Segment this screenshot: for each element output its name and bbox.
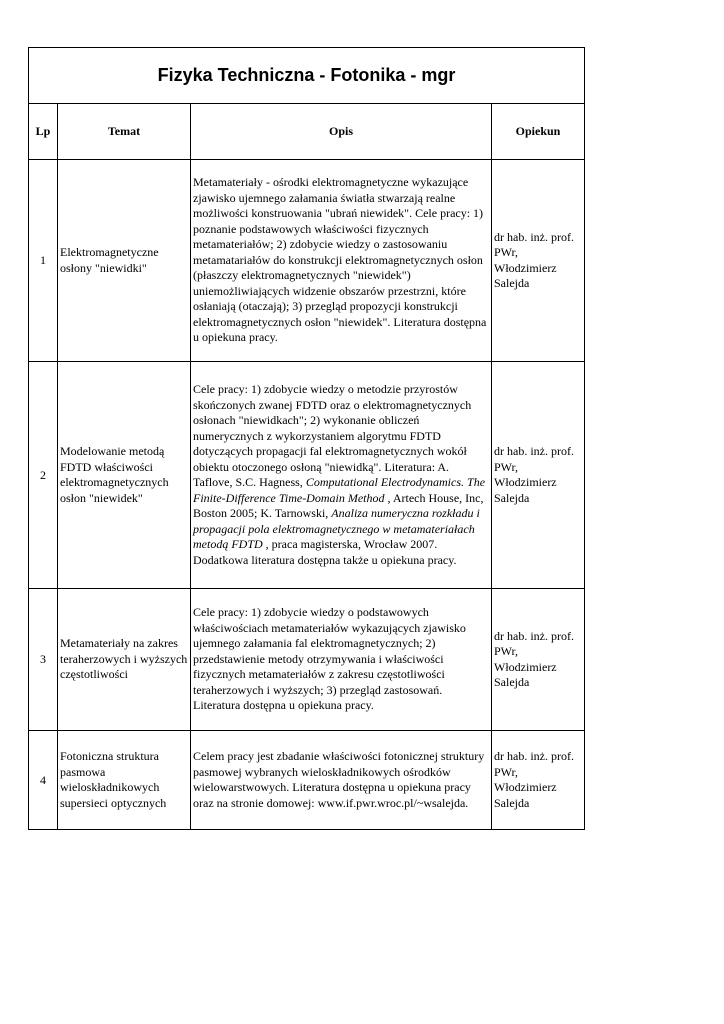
description-cell	[191, 362, 492, 589]
table-row	[29, 160, 585, 362]
topic-cell: Fotoniczna struktura pasmowa wieloskładnikowych supersieci optycznych	[58, 731, 191, 830]
supervisor-cell: dr hab. inż. prof. PWr, Włodzimierz Salejda	[492, 589, 585, 731]
description-thesis-title: Analiza numeryczna rozkładu i propagacji pola elektromagnetycznego w metamateriałach metodą FDTD	[193, 506, 480, 551]
row-number: 1	[29, 160, 58, 362]
description-cell: Cele pracy: 1) zdobycie wiedzy o podstawowych właściwościach metamateriałów wykazujących zjawisko ujemnego załamania fal elektromagnetycznych; 2) przedstawienie metody otrzymywania i właściwości fizycznych metamateriałów z zakresu częstotliwości teraherzowych i wyższych; 3) przegląd zastosowań. Literatura dostępna u opiekuna pracy.	[191, 589, 492, 731]
topics-table	[28, 47, 585, 830]
topic-cell: Modelowanie metodą FDTD właściwości elektromagnetycznych osłon "niewidek"	[58, 362, 191, 589]
description-cell: Celem pracy jest zbadanie właściwości fotonicznej struktury pasmowej wybranych wieloskładnikowych ośrodków wielowarstwowych. Literatura dostępna u opiekuna pracy oraz na stronie domowej: www.if.pwr.wroc.pl/~wsalejda.	[191, 731, 492, 830]
table-row	[29, 589, 585, 731]
supervisor-cell: dr hab. inż. prof. PWr, Włodzimierz Salejda	[492, 362, 585, 589]
row-number: 3	[29, 589, 58, 731]
row-number: 2	[29, 362, 58, 589]
sheet-title: Fizyka Techniczna - Fotonika - mgr	[29, 48, 585, 104]
topics-sheet	[28, 47, 584, 830]
description-text: , praca magisterska, Wrocław 2007. Dodatkowa literatura dostępna także u opiekuna pracy.	[193, 537, 457, 567]
table-row	[29, 731, 585, 830]
row-number: 4	[29, 731, 58, 830]
column-header-opis: Opis	[191, 104, 492, 160]
column-header-opiekun: Opiekun	[492, 104, 585, 160]
topic-cell: Metamateriały na zakres teraherzowych i wyższych częstotliwości	[58, 589, 191, 731]
supervisor-cell: dr hab. inż. prof. PWr, Włodzimierz Salejda	[492, 160, 585, 362]
description-book-title: Computational Electrodynamics. The Finite-Difference Time-Domain Method	[193, 475, 486, 505]
description-text: Cele pracy: 1) zdobycie wiedzy o metodzie przyrostów skończonych zwanej FDTD oraz o elektromagnetycznych osłonach "niewidkach"; 2) wykonanie obliczeń numerycznych z wykorzystaniem algorytmu FDTD dotyczących propagacji fal elektromagnetycznych wokół obiektu otoczonego osłoną "niewidką". Literatura: A. Taflove, S.C. Hagness,	[193, 382, 472, 489]
column-header-lp: Lp	[29, 104, 58, 160]
column-header-temat: Temat	[58, 104, 191, 160]
topic-cell: Elektromagnetyczne osłony "niewidki"	[58, 160, 191, 362]
table-row	[29, 362, 585, 589]
description-text: , Artech House, Inc, Boston 2005; K. Tarnowski,	[193, 490, 484, 520]
description-cell: Metamateriały - ośrodki elektromagnetyczne wykazujące zjawisko ujemnego załamania światła stwarzają realne możliwości konstruowania "ubrań niewidek". Cele pracy: 1) poznanie podstawowych właściwości fizycznych metamateriałów; 2) zdobycie wiedzy o zastosowaniu metamatariałów do konstrukcji elektromagnetycznych osłon (płaszczy elektromagnetycznych "niewidek") uniemożliwiających widzenie obszarów przestrzni, które osłaniają (otaczają); 3) przegląd propozycji konstrukcji elektromagnetycznych osłon "niewidek". Literatura dostępna u opiekuna pracy.	[191, 160, 492, 362]
supervisor-cell: dr hab. inż. prof. PWr, Włodzimierz Salejda	[492, 731, 585, 830]
